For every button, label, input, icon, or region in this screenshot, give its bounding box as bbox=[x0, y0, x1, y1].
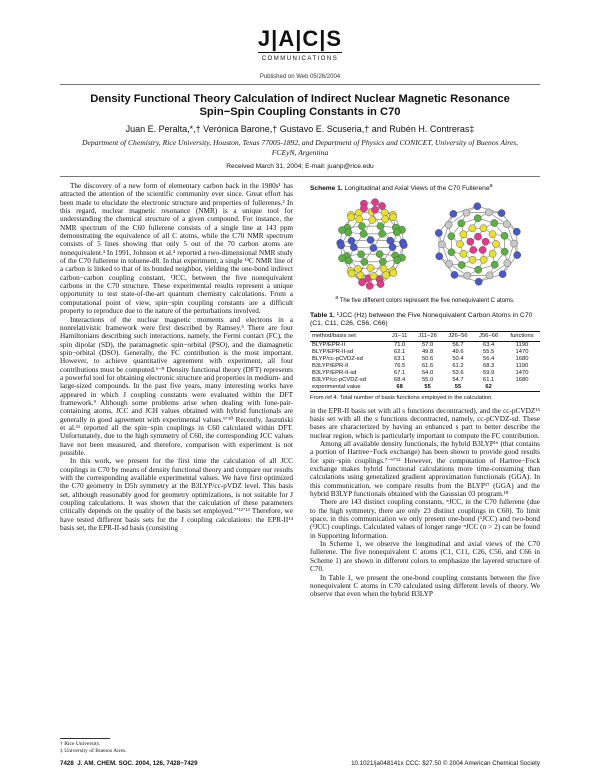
carbon-atom bbox=[376, 251, 383, 258]
table-cell: 61.1 bbox=[483, 377, 495, 384]
carbon-atom bbox=[379, 258, 386, 265]
carbon-atom bbox=[377, 223, 384, 230]
carbon-atom bbox=[371, 199, 378, 206]
table-row bbox=[310, 356, 540, 363]
carbon-atom bbox=[458, 262, 465, 269]
carbon-atom bbox=[348, 237, 355, 244]
footnote: ‡ University of Buenos Aires. bbox=[60, 748, 127, 754]
table-cell: 53.6 bbox=[452, 370, 464, 376]
carbon-atom bbox=[491, 261, 498, 268]
paragraph: The discovery of a new form of elementary carbon back in the 1980s¹ has attracted the attention of the scientific community ever since. Great effort has been made to elucidate the electronic structure and properties of fullerenes.² In this regard, nuclear magnetic resonance (NMR) is a unique tool for understanding the chemical structure of a given compound. For instance, the NMR spectrum of the C60 fullerene consists of a single line at 143 ppm demonstrating the equivalence of all C atoms, while the C70 NMR spectrum consists of 5 lines showing that only 5 out of the 70 carbon atoms are nonequivalent.³ In 1991, Johnson et al.⁴ reported a two-dimensional NMR study of the C70 fullerene in toluene-d8. In that experiment, a single ¹³C NMR line of a carbon is linked to that of its bonded neighbor, yielding the one-bond indirect carbon−carbon coupling constant, ¹JCC, between the five nonequivalent carbons in the C70 structure. These experimental results represent a unique opportunity to test state-of-the-art quantum chemistry calculations. From a computational point of view, spin−spin coupling constants are a difficult property to reproduce due to the nature of the perturbations involved. bbox=[60, 182, 293, 316]
paragraph: In Table 1, we present the one-bond coupling constants between the five nonequivalent C atoms in C70 calculated using different levels of theory. We observe that even when the hybrid B3LYP bbox=[310, 573, 540, 599]
c70-axial-view bbox=[435, 203, 521, 286]
table-cell: BLYP/cc-pCVDZ-sd bbox=[312, 355, 363, 362]
footer-citation bbox=[60, 760, 198, 767]
carbon-atom bbox=[491, 220, 498, 227]
carbon-atom bbox=[338, 255, 345, 262]
carbon-atom bbox=[345, 257, 352, 264]
scheme-title: Longitudinal and Axial Views of the C70 Fullerene bbox=[344, 185, 490, 193]
table-cell: 55 bbox=[443, 384, 474, 392]
carbon-atom bbox=[366, 282, 373, 289]
carbon-atom bbox=[380, 265, 387, 272]
table-cell: 68.4 bbox=[394, 377, 406, 384]
carbon-atom bbox=[469, 225, 476, 232]
carbon-atom bbox=[381, 209, 388, 216]
carbon-atom bbox=[383, 272, 390, 279]
table-cell: 1470 bbox=[515, 370, 529, 376]
carbon-atom bbox=[498, 210, 505, 217]
carbon-atom bbox=[474, 215, 481, 222]
carbon-atom bbox=[358, 251, 365, 258]
table-cell bbox=[504, 384, 540, 392]
carbon-atom bbox=[389, 244, 396, 251]
table-header-row bbox=[310, 331, 540, 341]
table-cell: 50.6 bbox=[421, 355, 434, 362]
table-caption bbox=[310, 312, 540, 328]
table-row bbox=[310, 349, 540, 356]
table-cell: 61.6 bbox=[421, 362, 434, 369]
logo-text: J|A|C|S bbox=[257, 26, 343, 51]
table-label: Table 1. bbox=[310, 311, 335, 319]
table-cell: B3LYP/cc-pCVDZ-sd bbox=[312, 377, 367, 384]
carbon-atom bbox=[358, 223, 365, 230]
c70-longitudinal-view bbox=[337, 199, 408, 290]
table-row bbox=[310, 384, 540, 392]
carbon-atom bbox=[482, 238, 489, 245]
table-cell: 55.0 bbox=[421, 377, 434, 384]
carbon-atom bbox=[361, 258, 368, 265]
carbon-atom bbox=[479, 247, 486, 254]
page-number: 7428 bbox=[60, 760, 74, 767]
table-cell: 68.3 bbox=[483, 362, 495, 369]
table-cell: B3LYP/EPR-II-sd bbox=[312, 370, 357, 376]
carbon-atom bbox=[501, 232, 508, 239]
carbon-atom bbox=[467, 238, 474, 245]
table-cell: 68 bbox=[387, 384, 413, 392]
table-cell: 71.0 bbox=[394, 341, 406, 348]
publication-date: Published on Web 05/26/2004 bbox=[259, 74, 341, 80]
carbon-atom bbox=[463, 209, 470, 216]
carbon-atom bbox=[451, 271, 458, 278]
carbon-atom bbox=[436, 253, 443, 260]
table-header-cell: J1−11 bbox=[387, 331, 413, 341]
carbon-atom bbox=[446, 260, 453, 267]
table-header-cell: J26−56 bbox=[443, 331, 474, 341]
table-cell: B3LYP/EPR-II bbox=[312, 362, 349, 369]
table-cell: 62 bbox=[473, 384, 504, 392]
carbon-atom bbox=[489, 231, 496, 238]
carbon-atom bbox=[367, 265, 374, 272]
table-header-cell: J11−26 bbox=[413, 331, 443, 341]
table-cell: 1190 bbox=[515, 362, 529, 369]
carbon-atom bbox=[378, 203, 385, 210]
footer-doi: 10.1021/ja048141x CCC: $27.50 © 2004 American Chemical Society bbox=[351, 760, 540, 767]
table-cell: 54.0 bbox=[421, 370, 434, 376]
received-line: Received March 31, 2004; E-mail: juanp@rice.edu bbox=[226, 163, 374, 170]
carbon-atom bbox=[445, 221, 452, 228]
carbon-atom bbox=[387, 237, 394, 244]
article-title: Density Functional Theory Calculation of Indirect Nuclear Magnetic Resonance Spin−Spin Coupling Constants in C70 bbox=[90, 93, 510, 118]
table-body bbox=[310, 341, 540, 392]
carbon-atom bbox=[390, 270, 397, 277]
coupling-table bbox=[310, 331, 540, 393]
table-cell: 67.1 bbox=[394, 370, 406, 376]
table-row bbox=[310, 377, 540, 384]
carbon-atom bbox=[486, 272, 493, 279]
table-cell: 56.4 bbox=[483, 355, 495, 362]
footnote-rule bbox=[60, 738, 110, 739]
carbon-atom bbox=[470, 247, 477, 254]
carbon-atom bbox=[345, 229, 352, 236]
header-rule bbox=[60, 84, 540, 85]
carbon-atom bbox=[348, 270, 355, 277]
carbon-atom bbox=[460, 250, 467, 257]
c70-molecule-figure bbox=[310, 196, 540, 292]
table-cell: 1190 bbox=[515, 341, 529, 348]
carbon-atom bbox=[370, 245, 377, 252]
table-header-cell: J56−66 bbox=[473, 331, 504, 341]
table-cell: 1470 bbox=[515, 348, 529, 355]
carbon-atom bbox=[378, 230, 385, 237]
table-cell: 49.6 bbox=[452, 348, 464, 355]
carbon-atom bbox=[489, 250, 496, 257]
table-cell: 61.2 bbox=[452, 362, 464, 369]
carbon-atom bbox=[348, 214, 355, 221]
carbon-atom bbox=[474, 203, 481, 210]
jacs-logo bbox=[258, 28, 342, 62]
table-cell: 55 bbox=[413, 384, 443, 392]
table-cell: 1680 bbox=[515, 355, 529, 362]
footnote: † Rice University. bbox=[60, 741, 101, 747]
carbon-atom bbox=[460, 231, 467, 238]
carbon-atom bbox=[475, 278, 482, 285]
carbon-atom bbox=[514, 252, 521, 259]
scheme-note-text: The five different colors represent the five nonequivalent C atoms. bbox=[339, 298, 515, 305]
paragraph: in the EPR-II basis set with all s functions decontracted), and the cc-pCVDZ¹⁵ basis set with all the s functions decontracted, namely, cc-pCVDZ-sd. These bases are characterized by having an enhanced s part to better describe the nuclear region, which is particularly important to compute the FC contribution. bbox=[310, 406, 540, 440]
scheme-footnote: $^a$ The five different colors represent the five nonequivalent C atoms. bbox=[335, 295, 515, 305]
carbon-atom bbox=[504, 260, 511, 267]
carbon-atom bbox=[456, 241, 463, 248]
table-footnote: From ref 4. Total number of basis functions employed in the calculation. bbox=[310, 395, 493, 402]
carbon-atom bbox=[448, 233, 455, 240]
table-row bbox=[310, 370, 540, 377]
carbon-atom bbox=[501, 248, 508, 255]
carbon-atom bbox=[480, 225, 487, 232]
carbon-atom bbox=[503, 221, 510, 228]
carbon-atom bbox=[450, 210, 457, 217]
page-footer bbox=[60, 760, 540, 767]
table-row bbox=[310, 363, 540, 370]
carbon-atom bbox=[485, 209, 492, 216]
carbon-atom bbox=[371, 206, 378, 213]
footnotes bbox=[60, 738, 293, 755]
table-cell: 63.4 bbox=[483, 341, 495, 348]
carbon-atom bbox=[458, 220, 465, 227]
carbon-atom bbox=[360, 205, 367, 212]
journal-masthead bbox=[0, 28, 600, 65]
table-cell: BLYP/EPR-II-sd bbox=[312, 348, 354, 355]
table-cell: 63.1 bbox=[394, 355, 406, 362]
table-cell: BLYP/EPR-II bbox=[312, 341, 346, 348]
carbon-atom bbox=[492, 241, 499, 248]
journal-reference: J. AM. CHEM. SOC. 2004, 126, 7428−7429 bbox=[77, 760, 198, 767]
carbon-atom bbox=[370, 273, 377, 280]
paragraph: Interactions of the nuclear magnetic moments and electrons in a nonrelativistic framework were first described by Ramsey.⁵ There are four Hamiltonians describing such interactions, namely, the Fermi contact (FC), the spin dipolar (SD), the paramagnetic spin−orbital (PSO), and the diamagnetic spin−orbital (DSO). Generally, the FC contribution is the most important. However, to achieve quantitative agreement with experiment, all four contributions must be computed.⁶⁻⁸ Density functional theory (DFT) represents a powerful tool for obtaining electronic structure and properties in medium- and large-sized compounds. In the past five years, many interesting works have appeared in which J coupling constants were evaluated within the DFT framework.⁹ Although some problems arise when dealing with lone-pair-containing atoms, JCC and JCH values obtained with hybrid functionals are generally in good agreement with experimental values.⁹ʼ¹⁰ Recently, Jaszuński et al.¹¹ reported all the spin−spin couplings in C60 calculated within DFT. Unfortunately, due to the high symmetry of C60, the corresponding JCC values have not been measured, and therefore, comparison with experiment is not possible. bbox=[60, 315, 293, 457]
table-cell: experimental value bbox=[310, 384, 387, 392]
logo-subtitle: COMMUNICATIONS bbox=[261, 56, 339, 62]
carbon-atom bbox=[357, 272, 364, 279]
table-cell: 57.0 bbox=[421, 341, 434, 348]
left-column bbox=[60, 182, 293, 738]
abstract-rule bbox=[60, 176, 540, 177]
paragraph: In Scheme 1, we observe the longitudinal and axial views of the C70 fullerene. The five nonequivalent C atoms (C1, C11, C26, C56, and C66 in Scheme 1) are shown in different colors to emphasize the layered structure of C70. bbox=[310, 540, 540, 574]
carbon-atom bbox=[510, 240, 517, 247]
table-cell: 56.7 bbox=[452, 341, 464, 348]
carbon-atom bbox=[475, 266, 482, 273]
table-title: ¹JCC (Hz) between the Five Nonequivalent Carbon Atoms in C70 (C1, C11, C26, C56, C66) bbox=[310, 311, 533, 327]
carbon-atom bbox=[438, 241, 445, 248]
paragraph: In this work, we present for the first time the calculation of all JCC couplings in C70 by means of density functional theory and compare our results with the corresponding available experimental values. We have first optimized the C70 geometry in D5h symmetry at the B3LYP/cc-pVDZ level. This basis set, although reasonably good for geometry optimizations, is not suitable for J coupling calculations. It was shown that the calculation of these parameters critically depends on the quality of the basis set employed.⁷ʼ¹²ʼ¹³ Therefore, we have tested different basis sets for the J coupling calculations: the EPR-II¹⁴ basis set, the EPR-II-sd basis (consisting bbox=[60, 457, 293, 533]
carbon-atom bbox=[464, 272, 471, 279]
table-cell: 1680 bbox=[515, 377, 529, 384]
author-list: Juan E. Peralta,*,† Verónica Barone,† Gustavo E. Scuseria,† and Rubén H. Contreras‡ bbox=[125, 124, 475, 134]
carbon-atom bbox=[469, 256, 476, 263]
carbon-atom bbox=[394, 257, 401, 264]
carbon-atom bbox=[382, 216, 389, 223]
table-cell: 49.8 bbox=[421, 348, 434, 355]
carbon-atom bbox=[360, 230, 367, 237]
affiliation: Department of Chemistry, Rice University, Houston, Texas 77005-1892, and Department of Physics and CONICET, University of Buenos Aires, FCEyN, Argentina bbox=[82, 138, 518, 157]
table-cell: 76.5 bbox=[394, 362, 406, 369]
table-row bbox=[310, 341, 540, 349]
carbon-atom bbox=[389, 214, 396, 221]
scheme-label: Scheme 1. bbox=[310, 185, 343, 193]
carbon-atom bbox=[350, 244, 357, 251]
carbon-atom bbox=[400, 242, 407, 249]
paragraph: Among all available density functionals, the hybrid B3LYP¹⁶ (that contains a portion of Hartree−Fock exchange) has been shown to provide good results for spin−spin couplings.⁷⁻⁹ʼ¹² However, the computation of Hartree−Fock exchange makes hybrid functional calculations more time-consuming than calculations using generalized gradient approximation functionals (GGA). In this communication, we compare results from the BLYP¹⁷ (GGA) and the hybrid B3LYP functionals obtained with the Gaussian 03 program.¹⁸ bbox=[310, 440, 540, 499]
carbon-atom bbox=[448, 249, 455, 256]
carbon-atom bbox=[367, 237, 374, 244]
carbon-atom bbox=[354, 266, 361, 273]
table-cell: 50.4 bbox=[452, 355, 464, 362]
carbon-atom bbox=[513, 228, 520, 235]
table-cell: 54.7 bbox=[452, 377, 464, 384]
carbon-atom bbox=[480, 256, 487, 263]
carbon-atom bbox=[356, 216, 363, 223]
carbon-atom bbox=[435, 230, 442, 237]
table-cell: 59.9 bbox=[483, 370, 495, 376]
paragraph: There are 143 distinct coupling constants, ⁿJCC, in the C70 fullerene (due to the high symmetry, there are only 23 distinct couplings in C60). To limit space, in this communication we only present one-bond (¹JCC) and two-bond (²JCC) couplings. Calculated values of longer range ⁿJCC (n > 2) can be found in Supporting Information. bbox=[310, 498, 540, 540]
carbon-atom bbox=[499, 271, 506, 278]
carbon-atom bbox=[474, 233, 481, 240]
table-cell: 55.5 bbox=[483, 348, 495, 355]
carbon-atom bbox=[358, 279, 365, 286]
carbon-atom bbox=[369, 217, 376, 224]
scheme-caption: Scheme 1. Longitudinal and Axial Views of the C70 Fullerene$^a$ bbox=[310, 183, 493, 193]
table-header-cell: method/basis set bbox=[310, 331, 387, 341]
right-column bbox=[310, 182, 540, 742]
carbon-atom bbox=[393, 229, 400, 236]
table-header-cell: functions bbox=[504, 331, 540, 341]
carbon-atom bbox=[337, 242, 344, 249]
logo-rule bbox=[258, 52, 342, 53]
carbon-atom bbox=[377, 281, 384, 288]
table-cell: 62.1 bbox=[394, 348, 406, 355]
